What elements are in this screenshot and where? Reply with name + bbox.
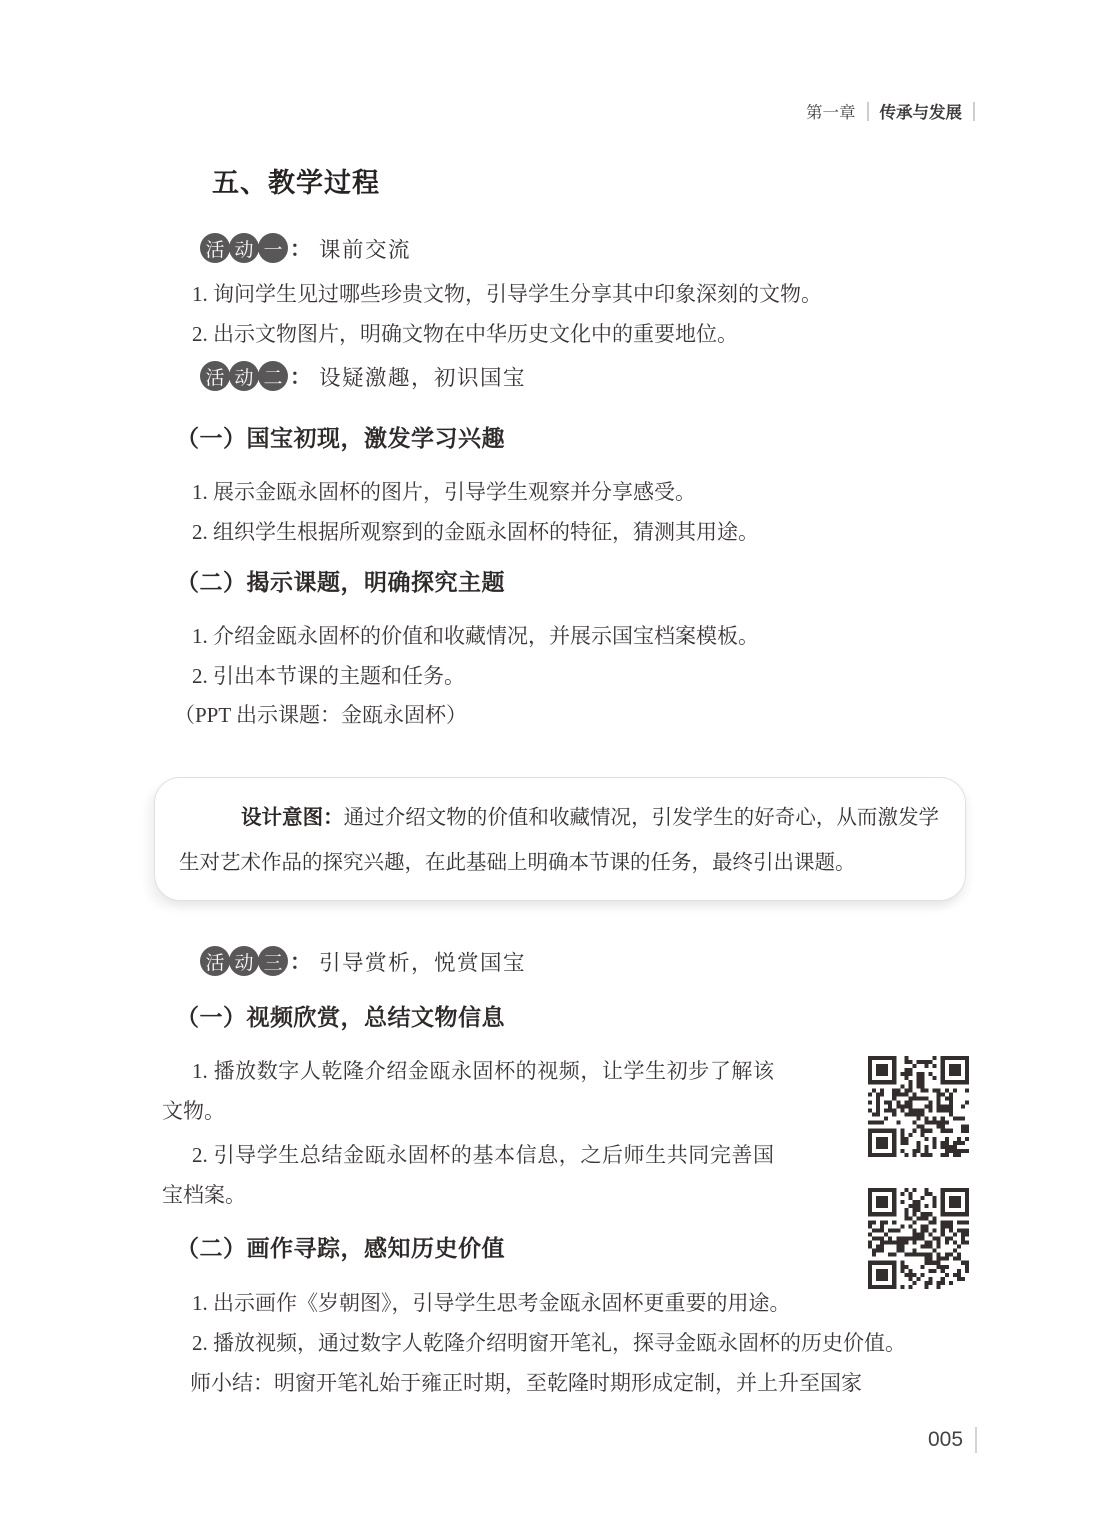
activity-colon: ： bbox=[290, 950, 311, 974]
chapter-number: 第一章 bbox=[806, 104, 856, 122]
step-paragraph: 1. 询问学生见过哪些珍贵文物，引导学生分享其中印象深刻的文物。 bbox=[192, 282, 822, 306]
chapter-title: 传承与发展 bbox=[879, 104, 962, 122]
step-paragraph: 1. 展示金瓯永固杯的图片，引导学生观察并分享感受。 bbox=[192, 480, 696, 504]
subsection-heading: （一）视频欣赏，总结文物信息 bbox=[176, 1004, 505, 1030]
page-footer bbox=[928, 1427, 977, 1453]
ppt-note: （PPT 出示课题：金瓯永固杯） bbox=[174, 703, 468, 727]
step-paragraph: 2. 组织学生根据所观察到的金瓯永固杯的特征，猜测其用途。 bbox=[192, 520, 759, 544]
qr-code-icon bbox=[868, 1188, 969, 1289]
activity-badge-char: 三 bbox=[258, 946, 288, 976]
step-paragraph: 2. 播放视频，通过数字人乾隆介绍明窗开笔礼，探寻金瓯永固杯的历史价值。 bbox=[192, 1331, 906, 1355]
activity-3-label bbox=[200, 944, 526, 978]
page-header bbox=[806, 99, 986, 123]
step-paragraph: 2. 引导学生总结金瓯永固杯的基本信息，之后师生共同完善国宝档案。 bbox=[162, 1143, 774, 1207]
activity-badge-char: 动 bbox=[229, 946, 259, 976]
step-paragraph: 1. 出示画作《岁朝图》，引导学生思考金瓯永固杯更重要的用途。 bbox=[192, 1291, 791, 1315]
step-paragraph: 2. 出示文物图片，明确文物在中华历史文化中的重要地位。 bbox=[192, 322, 738, 346]
step-paragraph: 1. 播放数字人乾隆介绍金瓯永固杯的视频，让学生初步了解该文物。 bbox=[162, 1059, 774, 1123]
activity-badge-char: 活 bbox=[200, 233, 230, 263]
activity-colon: ： bbox=[290, 237, 311, 261]
activity-badge-char: 活 bbox=[200, 361, 230, 391]
page-number: 005 bbox=[928, 1428, 964, 1451]
activity-badge-char: 活 bbox=[200, 946, 230, 976]
activity-title: 设疑激趣，初识国宝 bbox=[319, 365, 527, 390]
footer-divider bbox=[975, 1427, 977, 1453]
subsection-heading: （二）画作寻踪，感知历史价值 bbox=[176, 1235, 505, 1261]
activity-colon: ： bbox=[290, 365, 311, 389]
activity-title: 引导赏析，悦赏国宝 bbox=[319, 950, 527, 975]
header-divider bbox=[867, 102, 869, 121]
page-title: 五、教学过程 bbox=[212, 168, 380, 198]
header-divider bbox=[973, 102, 975, 121]
teacher-summary: 师小结：明窗开笔礼始于雍正时期，至乾隆时期形成定制，并上升至国家 bbox=[190, 1371, 862, 1395]
activity-1-label bbox=[200, 231, 411, 265]
design-intent-label: 设计意图： bbox=[241, 806, 344, 829]
qr-code-icon bbox=[868, 1056, 969, 1157]
step-paragraph: 1. 介绍金瓯永固杯的价值和收藏情况，并展示国宝档案模板。 bbox=[192, 624, 759, 648]
activity-badge-char: 动 bbox=[229, 361, 259, 391]
design-intent-box bbox=[154, 777, 966, 901]
activity-title: 课前交流 bbox=[319, 237, 412, 262]
step-paragraph: 2. 引出本节课的主题和任务。 bbox=[192, 664, 465, 688]
design-intent-text: 通过介绍文物的价值和收藏情况，引发学生的好奇心，从而激发学生对艺术作品的探究兴趣，在此基础上明确本节课的任务，最终引出课题。 bbox=[179, 807, 940, 874]
design-intent-paragraph bbox=[179, 795, 939, 886]
activity-2-label bbox=[200, 359, 526, 393]
subsection-heading: （一）国宝初现，激发学习兴趣 bbox=[176, 425, 505, 451]
activity-badge-char: 一 bbox=[258, 233, 288, 263]
activity-badge-char: 动 bbox=[229, 233, 259, 263]
subsection-heading: （二）揭示课题，明确探究主题 bbox=[176, 569, 505, 595]
activity-badge-char: 二 bbox=[258, 361, 288, 391]
